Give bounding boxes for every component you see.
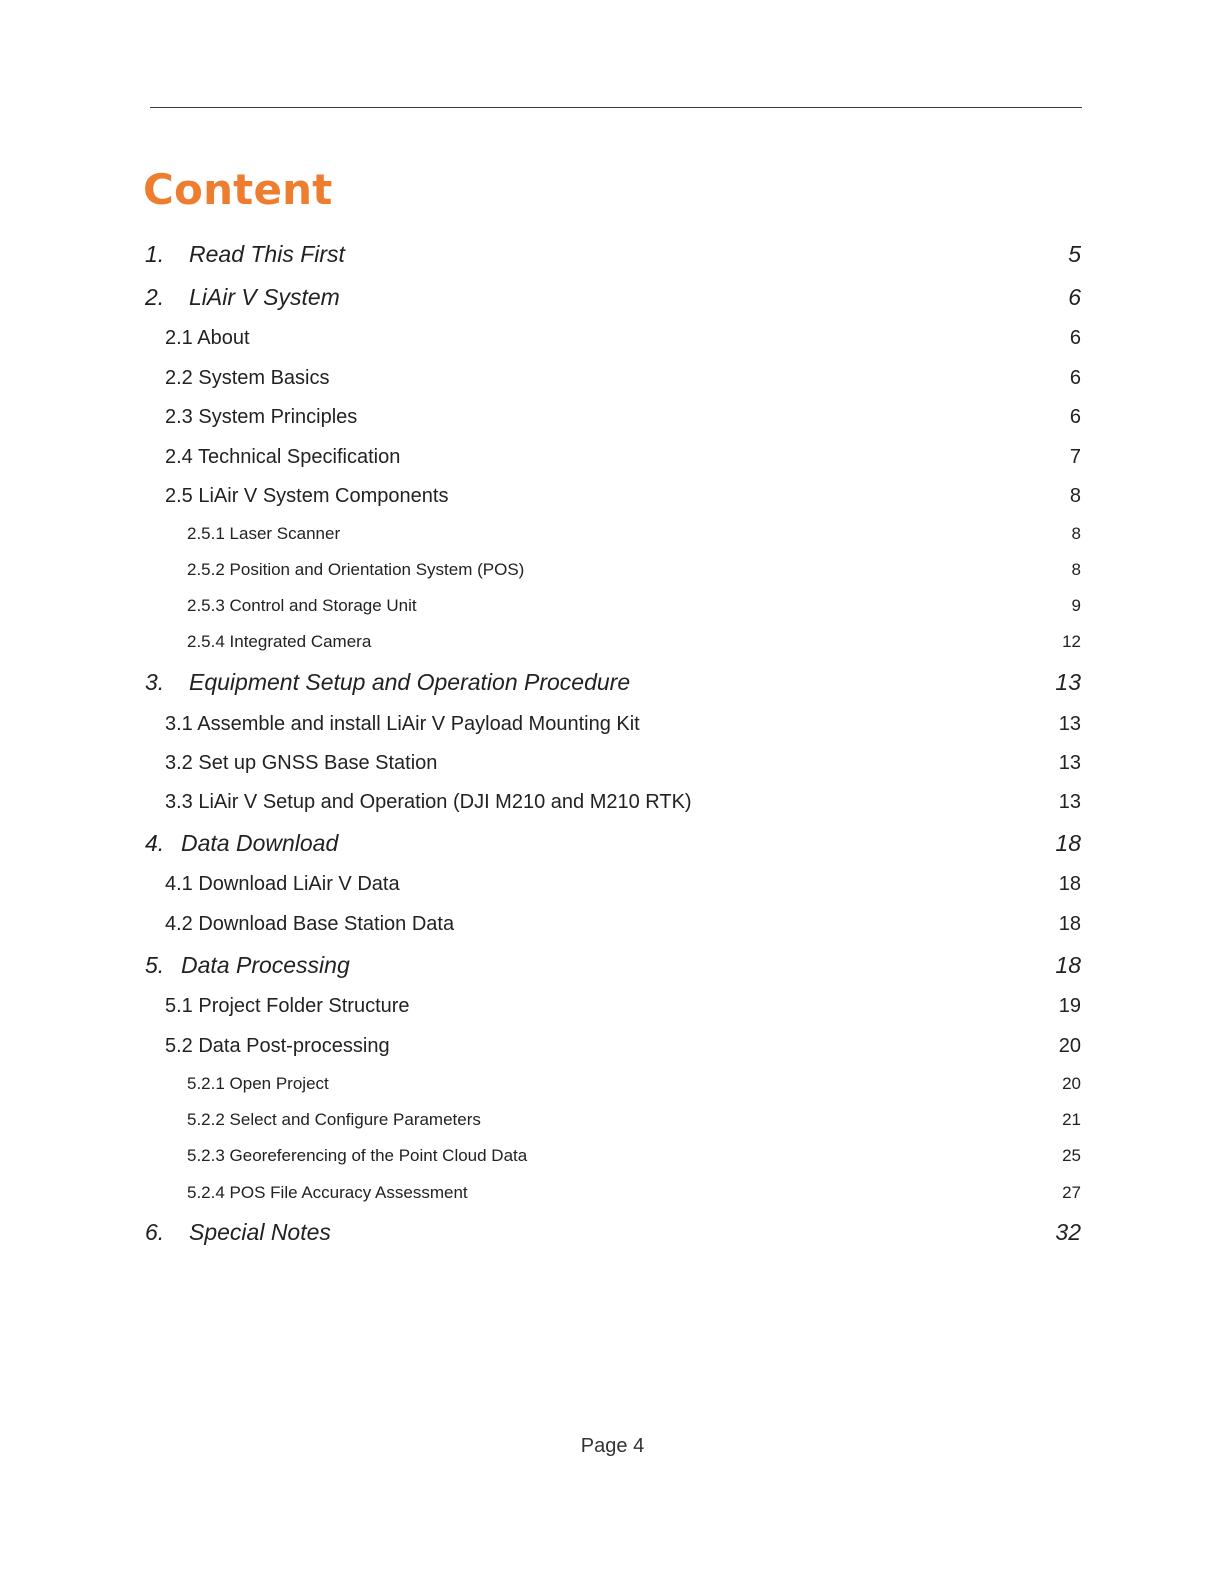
- toc-entry[interactable]: [0, 708, 1225, 740]
- toc-entry-title: 5.2.1 Open Project: [187, 1074, 329, 1093]
- toc-entry[interactable]: [0, 362, 1225, 394]
- toc-entry[interactable]: [0, 666, 1225, 698]
- toc-entry-page: 19: [1058, 995, 1081, 1017]
- toc-entry-page: 13: [1058, 713, 1081, 735]
- toc-entry-page: 8: [1071, 524, 1081, 543]
- toc-entry-page: 8: [1069, 485, 1081, 507]
- toc-entry[interactable]: [0, 322, 1225, 354]
- toc-entry-page: 6: [1069, 406, 1081, 428]
- toc-entry-page: 18: [1058, 873, 1081, 895]
- toc-entry-title: LiAir V System: [189, 284, 340, 310]
- toc-entry-title: 2.5.1 Laser Scanner: [187, 524, 341, 543]
- toc-entry-title: Read This First: [189, 241, 345, 267]
- toc-entry[interactable]: [0, 401, 1225, 433]
- toc-entry[interactable]: [0, 554, 1225, 586]
- toc-entry-page: 12: [1062, 632, 1081, 651]
- toc-entry-page: 27: [1062, 1183, 1081, 1202]
- toc-entry-title: 2.1 About: [165, 327, 250, 349]
- toc-entry[interactable]: [0, 1216, 1225, 1248]
- toc-entry-title: 2.4 Technical Specification: [165, 446, 401, 468]
- toc-entry-title: 5.2.4 POS File Accuracy Assessment: [187, 1183, 468, 1202]
- toc-entry-page: 6: [1069, 367, 1081, 389]
- toc-entry[interactable]: [0, 626, 1225, 658]
- toc-entry-title: 4.2 Download Base Station Data: [165, 913, 455, 935]
- toc-entry-number: 5.: [145, 952, 165, 978]
- toc-entry-title: 5.2 Data Post-processing: [165, 1035, 390, 1057]
- toc-entry-title: 5.2.3 Georeferencing of the Point Cloud Data: [187, 1146, 528, 1165]
- toc-entry-title: 4.1 Download LiAir V Data: [165, 873, 400, 895]
- toc-entry-number: 6.: [145, 1219, 165, 1245]
- toc-entry-page: 21: [1062, 1110, 1081, 1129]
- toc-entry-title: 5.2.2 Select and Configure Parameters: [187, 1110, 481, 1129]
- toc-entry-page: 13: [1055, 669, 1081, 695]
- toc-entry[interactable]: [0, 480, 1225, 512]
- toc-entry-page: 8: [1071, 560, 1081, 579]
- toc-entry-title: 3.3 LiAir V Setup and Operation (DJI M210 and M210 RTK): [165, 791, 692, 813]
- toc-entry-page: 6: [1069, 327, 1081, 349]
- toc-entry-title: 2.5 LiAir V System Components: [165, 485, 449, 507]
- toc-entry[interactable]: [0, 1104, 1225, 1136]
- toc-entry-page: 18: [1055, 830, 1081, 856]
- toc-entry-page: 9: [1071, 596, 1081, 615]
- toc-entry-title: 3.2 Set up GNSS Base Station: [165, 752, 438, 774]
- toc-entry[interactable]: [0, 518, 1225, 550]
- toc-entry[interactable]: [0, 747, 1225, 779]
- toc-entry[interactable]: [0, 1030, 1225, 1062]
- toc-entry-title: 5.1 Project Folder Structure: [165, 995, 410, 1017]
- toc-entry-page: 18: [1055, 952, 1081, 978]
- toc-entry-number: 1.: [145, 241, 165, 267]
- page-number: Page 4: [580, 1435, 645, 1457]
- toc-entry-title: 2.5.2 Position and Orientation System (POS): [187, 560, 525, 579]
- toc-entry-page: 13: [1058, 752, 1081, 774]
- toc-entry[interactable]: [0, 1068, 1225, 1100]
- toc-entry-title: 2.3 System Principles: [165, 406, 358, 428]
- toc-entry-page: 13: [1058, 791, 1081, 813]
- toc-entry-number: 2.: [145, 284, 165, 310]
- toc-entry-title: Equipment Setup and Operation Procedure: [189, 669, 631, 695]
- toc-entry[interactable]: [0, 238, 1225, 270]
- toc-entry-title: 2.5.3 Control and Storage Unit: [187, 596, 417, 615]
- toc-entry-page: 18: [1058, 913, 1081, 935]
- toc-entry-page: 5: [1068, 241, 1081, 267]
- toc-entry-page: 20: [1062, 1074, 1081, 1093]
- toc-entry[interactable]: [0, 908, 1225, 940]
- toc-entry[interactable]: [0, 590, 1225, 622]
- toc-entry[interactable]: [0, 786, 1225, 818]
- toc-entry-page: 20: [1058, 1035, 1081, 1057]
- toc-entry-page: 25: [1062, 1146, 1081, 1165]
- toc-entry-title: 2.5.4 Integrated Camera: [187, 632, 372, 651]
- toc-entry-page: 7: [1069, 446, 1081, 468]
- toc-entry[interactable]: [0, 827, 1225, 859]
- toc-entry-number: 3.: [145, 669, 165, 695]
- toc-entry-page: 32: [1055, 1219, 1081, 1245]
- toc-entry[interactable]: [0, 1140, 1225, 1172]
- toc-entry[interactable]: [0, 441, 1225, 473]
- toc-entry[interactable]: [0, 868, 1225, 900]
- toc-entry-number: 4.: [145, 830, 165, 856]
- toc-entry-title: Special Notes: [189, 1219, 331, 1245]
- toc-entry-title: 3.1 Assemble and install LiAir V Payload Mounting Kit: [165, 713, 640, 735]
- toc-entry[interactable]: [0, 1177, 1225, 1209]
- toc-entry-title: 2.2 System Basics: [165, 367, 330, 389]
- page-title: Content: [143, 165, 333, 214]
- toc-entry[interactable]: [0, 990, 1225, 1022]
- toc-entry[interactable]: [0, 281, 1225, 313]
- toc-entry-title: Data Download: [181, 830, 339, 856]
- toc-entry-title: Data Processing: [181, 952, 350, 978]
- toc-entry-page: 6: [1068, 284, 1081, 310]
- toc-entry[interactable]: [0, 949, 1225, 981]
